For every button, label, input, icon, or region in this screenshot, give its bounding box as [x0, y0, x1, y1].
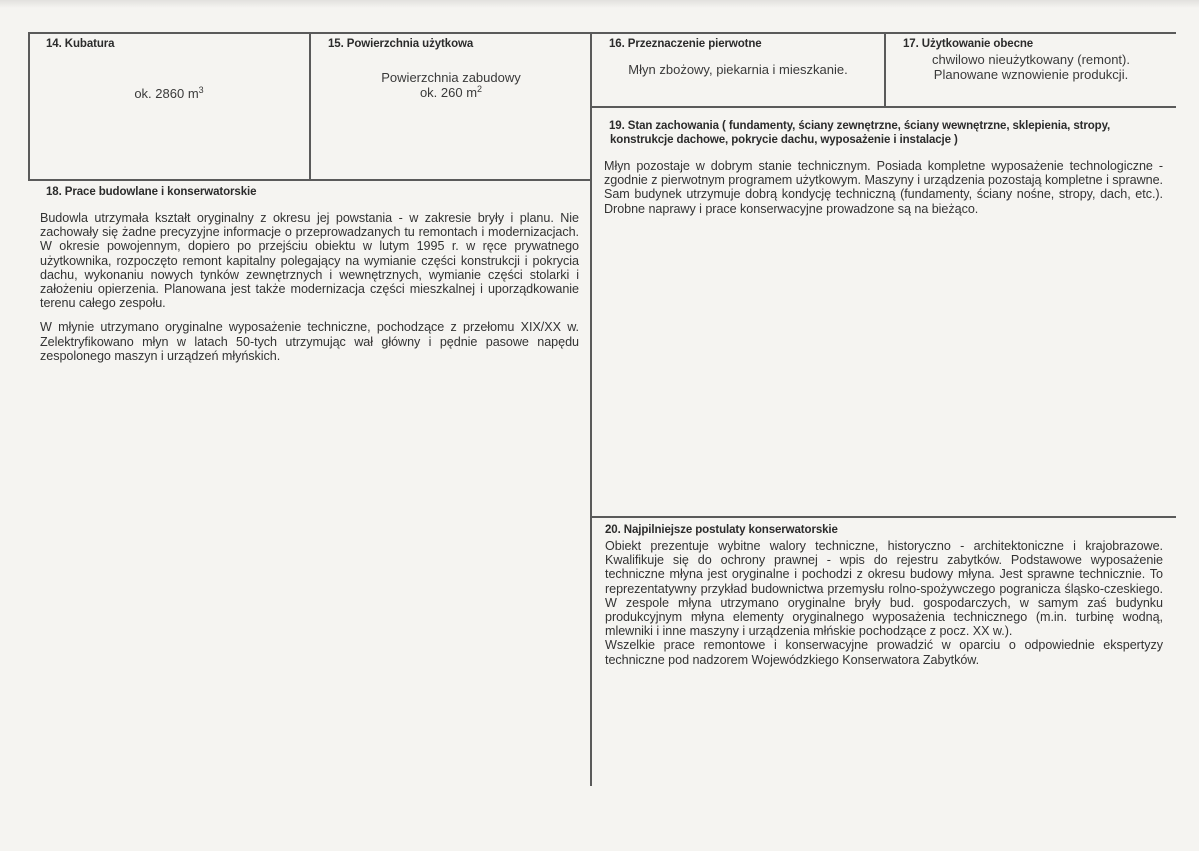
field-14-value: [30, 86, 308, 101]
field-20-label: 20. Najpilniejsze postulaty konserwatorskie: [605, 524, 838, 536]
field-14-unit-sup: 3: [198, 85, 204, 95]
field-19-label-line2: konstrukcje dachowe, pokrycie dachu, wyposażenie i instalacje ): [610, 134, 958, 146]
field-18-paragraph-2: W młynie utrzymano oryginalne wyposażenie techniczne, pochodzące z przełomu XIX/XX w. Zelektryfikowano młyn w latach 50-tych utrzymując wał główny i pędnie pasowe napędu zespolonego maszyn i urządzeń młyńskich.: [40, 320, 579, 363]
field-20-paragraph-1: Obiekt prezentuje wybitne walory techniczne, historyczno - architektoniczne i krajobrazowe. Kwalifikuje się do ochrony prawnej - wpis do rejestru zabytków. Podstawowe wyposażenie techniczne młyna jest oryginalne i pochodzi z okresu budowy młyna. Jest sprawne technicznie. To reprezentatywny przykład budownictwa przemysłu rolno-spożywczego pogranicza śląsko-czeskiego. W zespole młyna utrzymano oryginalne bryły bud. gospodarczych, w samym zaś budynku produkcyjnym młyna elementy oryginalnego wyposażenia technicznego (m.in. turbinę wodną, mlewniki i inne maszyny i urządzenia młńskie pochodzące z pocz. XX w.).: [605, 539, 1163, 639]
field-18-paragraph-1: Budowla utrzymała kształt oryginalny z okresu jej powstania - w zakresie bryły i planu. Nie zachowały się żadne precyzyjne informacje o przeprowadzanych tu remontach i modernizacjach. W okresie powojennym, dopiero po przejściu obiektu w lutym 1995 r. w ręce prywatnego użytkownika, rozpoczęto remont kapitalny polegający na wymianie części konstrukcji i pokrycia dachu, wykonaniu nowych tynków zewnętrznych i wewnętrznych, wymianie części stolarki i założeniu opierzenia. Planowana jest także modernizacja części mieszkalnej i uporządkowanie terenu całego zespołu.: [40, 211, 579, 311]
rule-19-top: [590, 106, 1176, 108]
scan-edge: [0, 0, 1199, 8]
field-15-value-line2-text: ok. 260 m: [419, 85, 478, 100]
field-16-value: Młyn zbożowy, piekarnia i mieszkanie.: [628, 62, 848, 77]
field-19-label-line1: 19. Stan zachowania ( fundamenty, ściany zewnętrzne, ściany wewnętrzne, sklepienia, stropy,: [609, 120, 1111, 132]
field-17-label: 17. Użytkowanie obecne: [903, 38, 1034, 50]
field-17-value-line2: Planowane wznowienie produkcji.: [933, 67, 1129, 82]
field-19-text: Młyn pozostaje w dobrym stanie technicznym. Posiada kompletne wyposażenie technologiczne - zgodnie z pierwotnym programem użytkowym. Maszyny i urządzenia pozostają kompletne i sprawne. Sam budynek utrzymuje dobrą kondycję techniczną (fundamenty, ściany nośne, stropy, dach, etc.). Drobne naprawy i prace konserwacyjne prowadzone są na bieżąco.: [604, 159, 1163, 216]
rule-left: [28, 32, 30, 180]
field-15-unit-sup: 2: [477, 84, 483, 94]
rule-center: [590, 32, 592, 786]
field-14-label: 14. Kubatura: [46, 38, 115, 50]
field-15-value-line1: Powierzchnia zabudowy: [381, 70, 521, 85]
field-17-value: [886, 52, 1176, 82]
field-20-paragraph-2: Wszelkie prace remontowe i konserwacyjne prowadzić w oparciu o odpowiednie ekspertyzy techniczne pod nadzorem Wojewódzkiego Konserwatora Zabytków.: [605, 638, 1163, 667]
field-17-value-line1: chwilowo nieużytkowany (remont).: [932, 52, 1130, 67]
rule-18-top: [28, 179, 591, 181]
rule-14-15: [309, 32, 311, 180]
field-16-label: 16. Przeznaczenie pierwotne: [609, 38, 762, 50]
field-14-value-text: ok. 2860 m: [134, 86, 199, 101]
field-15-label: 15. Powierzchnia użytkowa: [328, 38, 474, 50]
field-15-value-line2: [312, 85, 590, 100]
rule-20-top: [590, 516, 1176, 518]
field-18-label: 18. Prace budowlane i konserwatorskie: [46, 186, 257, 198]
field-15-value: [312, 70, 590, 100]
rule-top: [28, 32, 1176, 34]
field-18-text: [40, 211, 579, 363]
field-20-text: [605, 539, 1163, 667]
